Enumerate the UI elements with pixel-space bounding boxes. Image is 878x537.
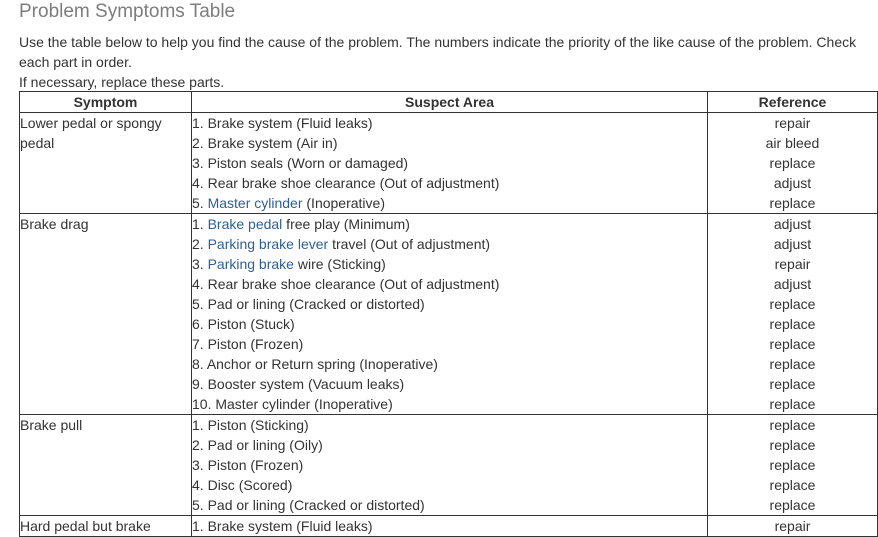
suspect-area-item [192,173,707,193]
item-number: 1. [192,417,204,433]
item-number: 5. [192,296,204,312]
reference-value: repair [774,518,811,534]
table-row [20,415,878,516]
reference-value: adjust [773,216,812,232]
item-text: wire (Sticking) [293,256,386,272]
reference-value: replace [769,457,816,473]
problem-symptoms-table [19,91,878,537]
item-text: Rear brake shoe clearance (Out of adjustment) [207,175,500,191]
item-number: 2. [192,437,204,453]
symptom-label: Lower pedal or spongy pedal [20,115,162,151]
suspect-area-item [192,234,707,254]
suspect-area-item [192,113,707,133]
reference-value: replace [769,336,816,352]
suspect-area-cell [192,214,708,415]
item-number: 4. [192,477,204,493]
item-number: 2. [192,236,204,252]
symptom-cell [20,113,192,214]
reference-value: replace [769,155,816,171]
reference-cell [708,113,878,214]
suspect-area-item [192,475,707,495]
item-number: 5. [192,497,204,513]
reference-cell [708,214,878,415]
suspect-area-item [192,193,707,213]
reference-value: replace [769,356,816,372]
reference-value: replace [769,376,816,392]
item-text: Piston (Sticking) [207,417,309,433]
item-text: Brake system (Air in) [207,135,338,151]
reference-value: replace [769,195,816,211]
item-text: travel (Out of adjustment) [328,236,491,252]
item-text: Brake system (Fluid leaks) [207,518,373,534]
symptom-label: Hard pedal but brake [20,518,151,534]
item-number: 3. [192,256,204,272]
symptom-cell [20,516,192,537]
reference-value: replace [769,477,816,493]
item-text: Master cylinder (Inoperative) [215,396,393,412]
symptom-cell [20,415,192,516]
item-text: Pad or lining (Cracked or distorted) [207,497,425,513]
item-text: Anchor or Return spring (Inoperative) [206,356,438,372]
symptom-label: Brake drag [20,216,89,232]
symptom-label: Brake pull [20,417,83,433]
item-number: 6. [192,316,204,332]
suspect-area-item [192,495,707,515]
reference-value: adjust [773,175,812,191]
item-number: 3. [192,155,204,171]
item-number: 4. [192,276,204,292]
item-number: 10. [192,396,212,412]
symptom-cell [20,214,192,415]
item-text: (Inoperative) [302,195,385,211]
table-header-row [20,92,878,113]
reference-value: repair [774,256,811,272]
item-text: Disc (Scored) [207,477,293,493]
reference-value: replace [769,316,816,332]
reference-value: replace [769,296,816,312]
suspect-area-item [192,274,707,294]
item-text: Piston seals (Worn or damaged) [207,155,409,171]
suspect-area-item [192,133,707,153]
item-number: 7. [192,336,204,352]
suspect-area-cell [192,113,708,214]
table-row [20,516,878,537]
page-title: Problem Symptoms Table [19,1,236,22]
reference-value: air bleed [765,135,820,151]
item-number: 5. [192,195,204,211]
reference-cell [708,516,878,537]
header-suspect-area: Suspect Area [192,92,708,113]
suspect-area-item [192,153,707,173]
suspect-area-cell [192,516,708,537]
intro-line-1: Use the table below to help you find the cause of the problem. The numbers indicate the priority of the like cause of the problem. Check each part in order. [19,34,857,70]
table-row [20,113,878,214]
item-number: 4. [192,175,204,191]
suspect-area-item [192,254,707,274]
item-text: Pad or lining (Oily) [207,437,323,453]
item-number: 9. [192,376,204,392]
table-body [20,113,878,537]
item-text: Booster system (Vacuum leaks) [207,376,405,392]
suspect-area-item [192,314,707,334]
item-number: 2. [192,135,204,151]
table-row [20,214,878,415]
suspect-area-item [192,374,707,394]
reference-value: replace [769,437,816,453]
item-text: Pad or lining (Cracked or distorted) [207,296,425,312]
item-number: 1. [192,518,204,534]
item-number: 1. [192,216,204,232]
item-text: Piston (Frozen) [207,457,304,473]
suspect-area-item [192,455,707,475]
suspect-area-item [192,516,707,536]
reference-value: repair [774,115,811,131]
suspect-area-item [192,415,707,435]
header-reference: Reference [708,92,878,113]
suspect-area-item [192,435,707,455]
item-number: 3. [192,457,204,473]
reference-value: adjust [773,276,812,292]
item-text: Rear brake shoe clearance (Out of adjustment) [207,276,500,292]
intro-text [19,32,874,92]
reference-value: adjust [773,236,812,252]
item-text: free play (Minimum) [282,216,410,232]
suspect-area-item [192,354,707,374]
part-link[interactable]: Parking brake lever [207,236,329,252]
suspect-area-item [192,334,707,354]
header-symptom: Symptom [20,92,192,113]
part-link[interactable]: Parking brake [207,256,294,272]
reference-value: replace [769,497,816,513]
item-text: Brake system (Fluid leaks) [207,115,373,131]
item-number: 8. [192,356,204,372]
item-number: 1. [192,115,204,131]
item-text: Piston (Stuck) [207,316,295,332]
intro-line-2: If necessary, replace these parts. [19,74,225,90]
reference-value: replace [769,417,816,433]
suspect-area-item [192,394,707,414]
reference-value: replace [769,396,816,412]
suspect-area-item [192,294,707,314]
reference-cell [708,415,878,516]
suspect-area-item [192,214,707,234]
part-link[interactable]: Brake pedal [207,216,283,232]
suspect-area-cell [192,415,708,516]
part-link[interactable]: Master cylinder [207,195,303,211]
item-text: Piston (Frozen) [207,336,304,352]
